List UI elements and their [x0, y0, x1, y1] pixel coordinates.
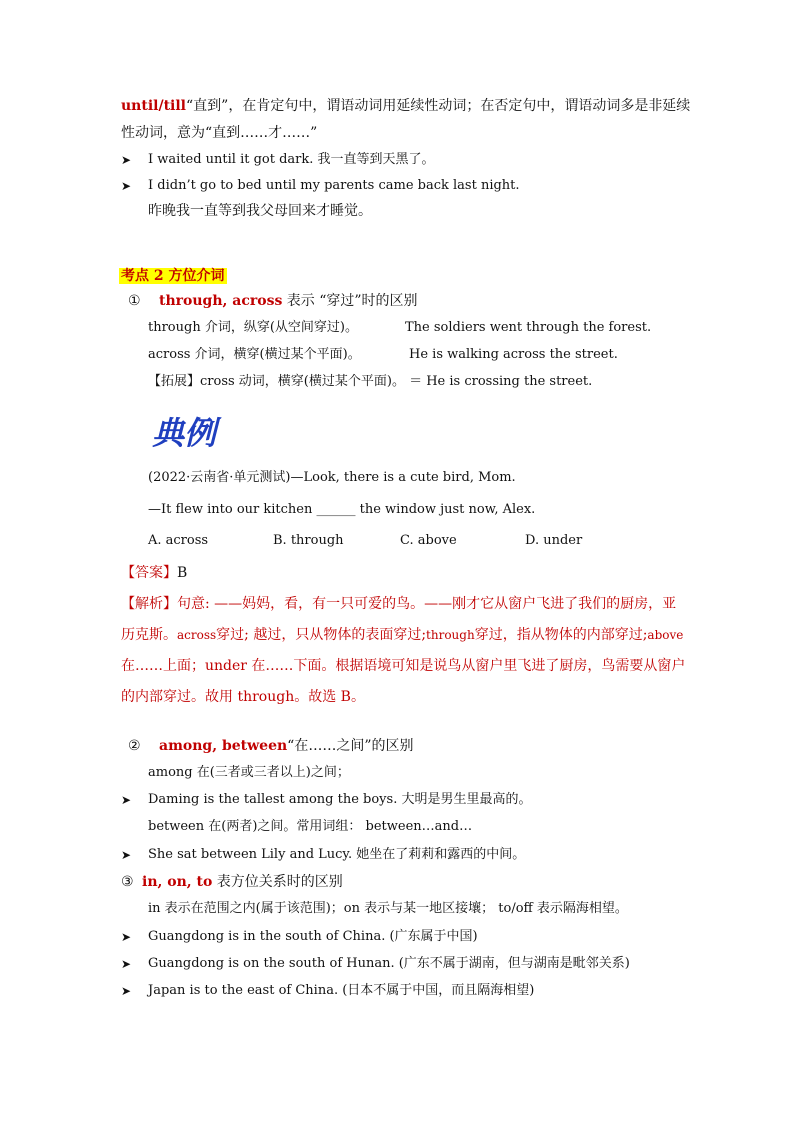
- option-c: C. above: [400, 533, 457, 548]
- svg-text:典例: 典例: [152, 414, 217, 452]
- item-3-terms: in, on, to: [142, 874, 213, 890]
- analysis-line-2: 历克斯。across穿过; 越过，只从物体的表面穿过;through穿过，指从物体的内部穿过;above: [121, 627, 684, 643]
- bullet-arrow-icon: ➤: [121, 984, 132, 998]
- dianli-logo: [150, 410, 230, 454]
- across-definition: across 介词，横穿(横过某个平面)。: [148, 347, 361, 362]
- item-3-definition: in 表示在范围之内(属于该范围)；on 表示与某一地区接壤； to/off 表示隔海相望。: [148, 901, 628, 916]
- kaodian-2-heading: 考点 2 方位介词: [121, 268, 225, 284]
- bullet-arrow-icon: ➤: [121, 153, 132, 167]
- question-line-1: (2022·云南省·单元测试)—Look, there is a cute bird, Mom.: [148, 470, 516, 485]
- until-example-1: I waited until it got dark. 我一直等到天黑了。: [148, 152, 435, 167]
- bullet-arrow-icon: ➤: [121, 793, 132, 807]
- between-example: She sat between Lily and Lucy. 她坐在了莉莉和露西的中间。: [148, 847, 526, 862]
- item-2-terms: among, between: [159, 738, 288, 754]
- until-desc-line-2: 性动词，意为“直到……才……”: [121, 125, 318, 141]
- analysis-label: 【解析】: [121, 596, 177, 612]
- until-term: until/till: [121, 98, 186, 114]
- item-3-example-3: Japan is to the east of China. (日本不属于中国，而且隔海相望): [148, 983, 535, 998]
- bullet-arrow-icon: ➤: [121, 179, 132, 193]
- option-d: D. under: [525, 533, 583, 548]
- item-2-desc: “在……之间”的区别: [287, 738, 414, 754]
- item-1-terms: through, across: [159, 293, 283, 309]
- through-example: The soldiers went through the forest.: [405, 320, 652, 335]
- item-3-example-1: Guangdong is in the south of China. (广东属于中国): [148, 929, 478, 944]
- section-heading: [119, 268, 227, 284]
- item-2-heading: [128, 738, 414, 754]
- item-1-desc: 表示 “穿过”时的区别: [282, 293, 418, 309]
- item-3-desc: 表方位关系时的区别: [212, 874, 343, 890]
- among-example: Daming is the tallest among the boys. 大明是男生里最高的。: [148, 792, 532, 807]
- item-2-number: ②: [128, 738, 141, 754]
- until-desc-line-1: [121, 98, 690, 114]
- analysis-line-1: 【解析】句意: ——妈妈，看，有一只可爱的鸟。——刚才它从窗户飞进了我们的厨房，亚: [121, 596, 677, 612]
- bullet-arrow-icon: ➤: [121, 957, 132, 971]
- item-3-heading: [121, 874, 343, 890]
- expand-cross-line: 【拓展】cross 动词，横穿(横过某个平面)。 ＝ He is crossing the street.: [148, 374, 593, 389]
- option-a: A. across: [148, 533, 209, 548]
- item-3-number: ③: [121, 874, 134, 890]
- across-example: He is walking across the street.: [409, 347, 618, 362]
- until-desc-1: “直到”，在肯定句中，谓语动词用延续性动词；在否定句中，谓语动词多是非延续: [186, 98, 691, 114]
- item-1-heading: [128, 293, 418, 309]
- answer-line: [121, 565, 187, 581]
- analysis-line-4: 的内部穿过。故用 through。故选 B。: [121, 689, 365, 705]
- item-1-number: ①: [128, 293, 141, 309]
- until-example-2: I didn’t go to bed until my parents came back last night.: [148, 178, 520, 193]
- between-definition: between 在(两者)之间。常用词组： between…and…: [148, 819, 473, 834]
- answer-label: 【答案】: [121, 565, 177, 581]
- bullet-arrow-icon: ➤: [121, 930, 132, 944]
- analysis-line-3: 在……上面；under 在……下面。根据语境可知是说鸟从窗户里飞进了厨房，鸟需要从窗户: [121, 658, 686, 674]
- until-example-2-translation: 昨晚我一直等到我父母回来才睡觉。: [148, 203, 372, 219]
- answer-value: B: [177, 565, 188, 581]
- among-definition: among 在(三者或三者以上)之间；: [148, 765, 350, 780]
- item-3-example-2: Guangdong is on the south of Hunan. (广东不属于湖南，但与湖南是毗邻关系): [148, 956, 630, 971]
- question-line-2: —It flew into our kitchen ______ the window just now, Alex.: [148, 502, 536, 517]
- through-definition: through 介词，纵穿(从空间穿过)。: [148, 320, 358, 335]
- option-b: B. through: [273, 533, 344, 548]
- bullet-arrow-icon: ➤: [121, 848, 132, 862]
- dianli-logo-icon: [150, 410, 230, 454]
